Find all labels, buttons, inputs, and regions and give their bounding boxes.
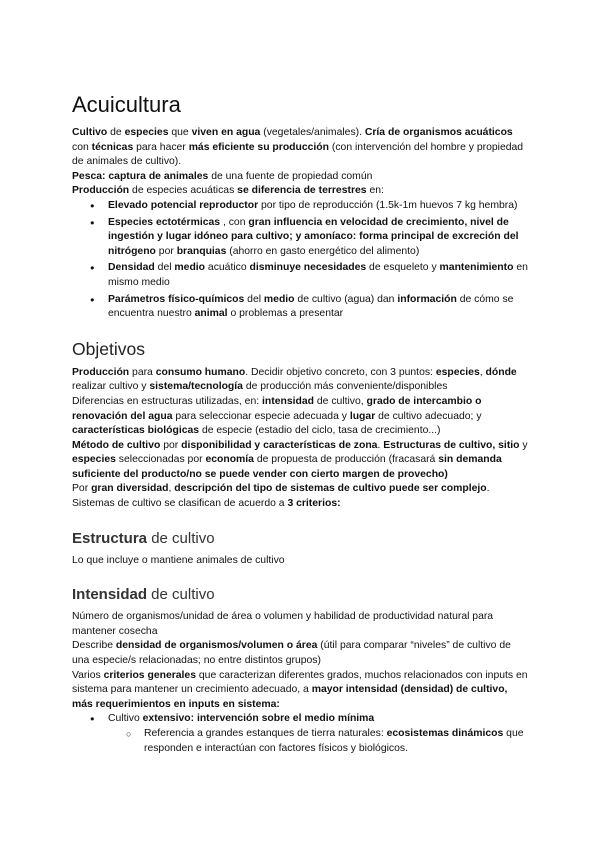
text: . Decidir objetivo concreto, con 3 puntos: (245, 366, 436, 378)
text: Número de organismos/unidad de área o volumen y habilidad de productividad natural para mantener cosecha (72, 611, 494, 637)
heading-rest: de cultivo (147, 586, 215, 604)
heading-rest: de cultivo (147, 529, 215, 547)
page-title: Acuicultura (72, 92, 181, 117)
bold-text: viven en agua (191, 127, 261, 138)
text: del (154, 262, 175, 274)
objetivos-section (72, 366, 528, 512)
bold-text: sistema/tecnología (149, 381, 243, 393)
text: realizar cultivo y (72, 381, 150, 393)
text: Varios (72, 669, 104, 681)
bold-text: ecosistemas dinámicos (386, 728, 504, 739)
text: , con (220, 216, 249, 228)
intensidad-section (72, 610, 528, 756)
bold-text: Método de cultivo (72, 439, 161, 451)
text: que (168, 127, 192, 138)
text: de cultivo adecuado; y (375, 410, 482, 422)
bold-text: branquias (176, 245, 227, 257)
text: con (72, 141, 92, 153)
text: de esqueleto y (366, 262, 440, 274)
bold-text: criterios generales (103, 669, 196, 681)
bold-text: lugar (349, 410, 376, 422)
paragraph: Lo que incluye o mantiene animales de cultivo (72, 554, 285, 566)
text: Sistemas de cultivo se clasifican de acuerdo a (72, 498, 288, 510)
text: . (486, 483, 490, 495)
bold-text: medio (174, 262, 206, 274)
bold-text: extensivo: intervención sobre el medio mínima (142, 713, 375, 725)
text: Cultivo (108, 713, 143, 725)
sub-bullet-list (108, 727, 528, 756)
list-item (108, 712, 528, 756)
bold-text: dónde (485, 366, 517, 378)
text: Por (72, 483, 92, 495)
text: (con intervención del hombre y propiedad de animales de cultivo). (72, 141, 524, 168)
list-item (108, 261, 528, 290)
bold-text: mayor intensidad (densidad) de cultivo, más requerimientos en inputs en sistema: (72, 684, 508, 710)
text: de cultivo, (313, 395, 367, 407)
bold-text: disminuye necesidades (249, 262, 367, 274)
section-heading-objetivos: Objetivos (72, 338, 145, 359)
intensidad-bullet-list (72, 712, 528, 756)
bold-text: mantenimiento (439, 262, 514, 274)
sub-list-item (144, 727, 528, 756)
intro-paragraph (72, 126, 528, 170)
text: que caracterizan diferentes grados, muchos relacionados con inputs en sistema para mantener un crecimiento adecuado, a (72, 669, 528, 696)
bold-text: especies (435, 366, 480, 378)
bold-text: Densidad (108, 262, 155, 274)
text: (útil para comparar “niveles” de cultivo de una especie/s relacionadas; no entre distintos grupos) (72, 640, 511, 667)
bold-text: Elevado potencial reproductor (108, 199, 259, 211)
heading-bold: Estructura (72, 529, 148, 547)
text: acuático (205, 262, 250, 274)
text: de especies acuáticas (129, 185, 238, 197)
text: Describe (72, 640, 116, 652)
text: para (129, 366, 156, 378)
intro-paragraph (72, 170, 528, 185)
bold-text: gran diversidad (91, 483, 169, 495)
text: para seleccionar especie adecuada y (172, 410, 350, 422)
bold-text: características biológicas (72, 425, 200, 437)
text: seleccionadas por (115, 454, 206, 466)
bold-text: medio (263, 293, 295, 305)
bold-text: Parámetros físico-químicos (108, 293, 245, 305)
text: y (519, 439, 528, 451)
text: de una fuente de propiedad común (208, 170, 373, 182)
text: de (107, 127, 125, 138)
intro-paragraph (72, 184, 528, 199)
bold-text: Especies ectotérmicas (108, 216, 221, 228)
paragraph (72, 439, 528, 483)
text: (vegetales/animales). (260, 127, 365, 138)
text: (ahorro en gasto energético del alimento) (226, 245, 420, 257)
text: . (377, 439, 384, 451)
bold-text: densidad de organismos/volumen o área (115, 640, 318, 652)
bold-text: disponibilidad y características de zona (181, 439, 378, 451)
paragraph (72, 669, 528, 713)
bold-text: intensidad (262, 395, 314, 407)
text: que responden e interactúan con factores físicos y biológicos. (144, 728, 524, 754)
text: por tipo de reproducción (1.5k-1m huevos 7 kg hembra) (258, 199, 518, 211)
text: de propuesta de producción (fracasará (253, 454, 439, 466)
bold-text: especies (124, 127, 169, 138)
text: o problemas a presentar (227, 308, 344, 320)
text: de cultivo (agua) dan (294, 293, 398, 305)
paragraph (72, 482, 528, 497)
text: de producción más conveniente/disponibles (242, 381, 448, 393)
text: para hacer (133, 141, 189, 153)
text: , (168, 483, 175, 495)
bold-text: información (397, 293, 457, 305)
bold-text: Cría de organismos acuáticos (364, 127, 513, 138)
text: , (479, 366, 486, 378)
text: del (244, 293, 264, 305)
bold-text: Producción (72, 366, 130, 378)
bold-text: sin demanda suficiente del producto/no se puede vender con cierto margen de provecho) (72, 454, 502, 480)
text: de cómo se encuentra nuestro (108, 293, 514, 320)
bold-text: Cultivo (72, 127, 108, 138)
text: Diferencias en estructuras utilizadas, en: (72, 395, 263, 407)
text: por (155, 245, 177, 257)
bold-text: técnicas (91, 141, 134, 153)
bold-text: 3 criterios: (287, 498, 341, 510)
list-item (108, 216, 528, 260)
bold-text: Estructuras de cultivo, sitio (383, 439, 520, 451)
paragraph (72, 610, 528, 639)
text: en mismo medio (108, 262, 528, 288)
bold-text: economía (205, 454, 254, 466)
bold-text: especies (72, 454, 116, 466)
bold-text: gran influencia en velocidad de crecimiento, nivel de ingestión y lugar idóneo para cultivo; y amoníaco: forma principal de excreción del nitrógeno (108, 216, 519, 257)
list-item-text (108, 713, 374, 724)
paragraph (72, 639, 528, 668)
paragraph (72, 395, 528, 439)
list-item (108, 199, 528, 214)
bold-text: se diferencia de terrestres (237, 185, 367, 197)
text: Referencia a grandes estanques de tierra naturales: (144, 728, 387, 739)
intro-section (72, 126, 528, 322)
list-item (108, 293, 528, 322)
bold-text: Producción (72, 185, 130, 197)
bold-text: Pesca: captura de animales (72, 170, 209, 182)
bold-text: consumo humano (155, 366, 246, 378)
bold-text: descripción del tipo de sistemas de cultivo puede ser complejo (174, 483, 487, 495)
text: en: (366, 185, 384, 197)
paragraph (72, 497, 528, 512)
paragraph (72, 366, 528, 395)
text: por (160, 439, 182, 451)
bold-text: más eficiente su producción (188, 141, 329, 153)
bold-text: grado de intercambio o renovación del agua (72, 395, 482, 422)
section-heading-estructura (72, 530, 528, 548)
section-heading-intensidad (72, 586, 528, 604)
bold-text: animal (194, 308, 228, 320)
heading-bold: Intensidad (72, 586, 148, 604)
text: de especie (estadio del ciclo, tasa de crecimiento...) (199, 425, 441, 437)
intro-bullet-list (72, 199, 528, 322)
